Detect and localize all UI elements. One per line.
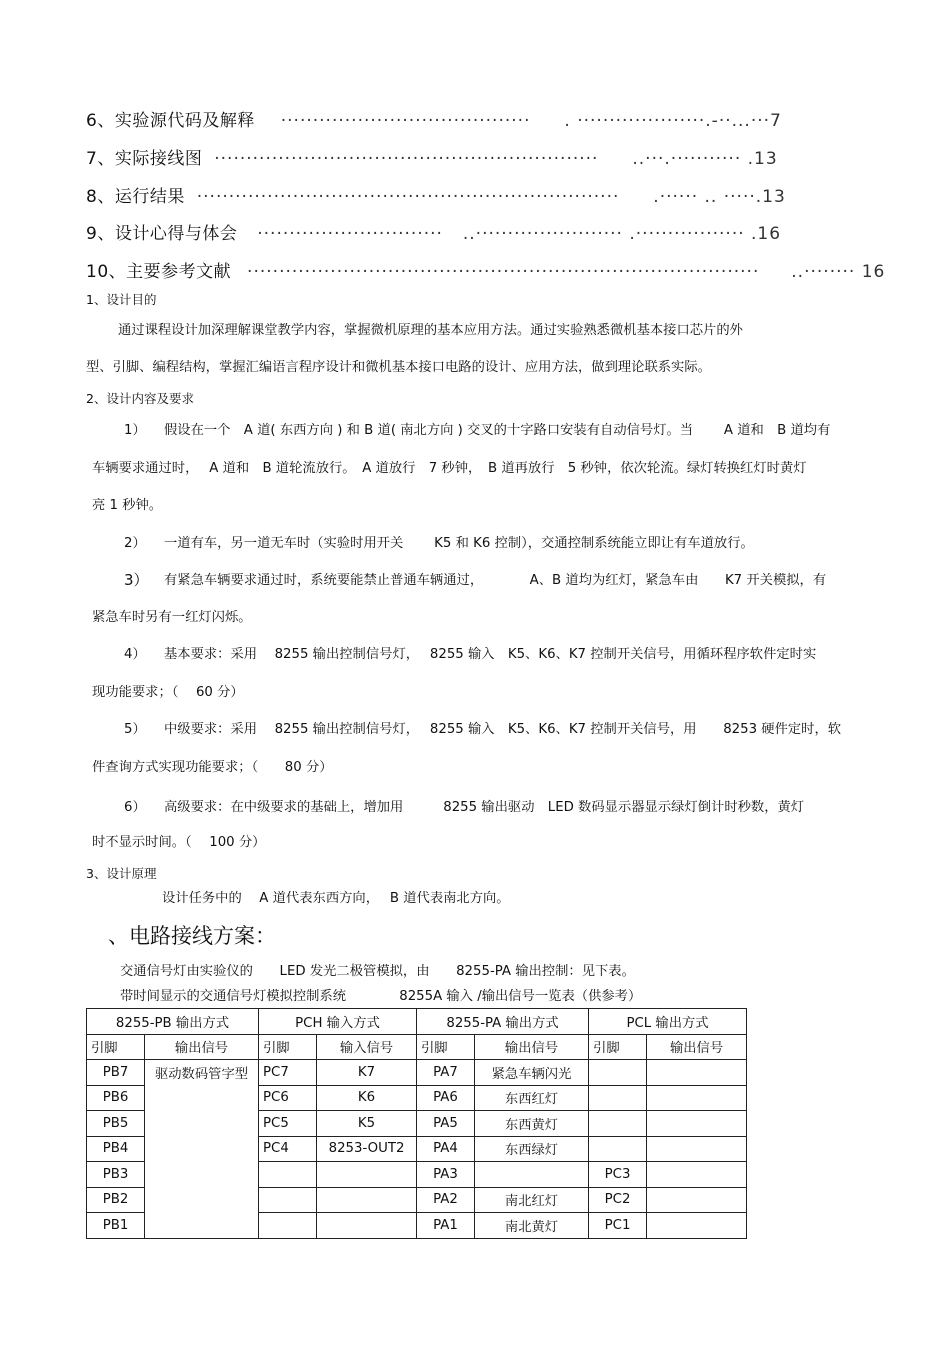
pa-pin: PA4 xyxy=(417,1136,475,1162)
section-heading-1: 1、设计目的 xyxy=(86,292,157,307)
subheader-cell: 引脚 xyxy=(417,1034,475,1060)
pch-pin: PC4 xyxy=(259,1136,317,1162)
group-header-pa: 8255-PA 输出方式 xyxy=(417,1009,589,1035)
signal-table xyxy=(86,1008,747,1239)
pa-signal: 紧急车辆闪光 xyxy=(475,1060,589,1086)
toc-entry-9[interactable] xyxy=(86,219,781,244)
pcl-pin xyxy=(589,1085,647,1111)
pa-signal: 东西绿灯 xyxy=(475,1136,589,1162)
pb-pin: PB1 xyxy=(87,1213,145,1239)
pa-signal: 东西黄灯 xyxy=(475,1111,589,1137)
pch-signal: K7 xyxy=(317,1060,417,1086)
pb-pin: PB4 xyxy=(87,1136,145,1162)
toc-label: 10、主要参考文献 xyxy=(86,262,232,282)
section1-line2: 型、引脚、编程结构，掌握汇编语言程序设计和微机基本接口电路的设计、应用方法，做到理论联系实际。 xyxy=(86,360,711,375)
pb-pin: PB6 xyxy=(87,1085,145,1111)
toc-dots: ····························· xyxy=(257,224,443,244)
subheader-cell: 引脚 xyxy=(87,1034,145,1060)
toc-entry-6[interactable] xyxy=(86,106,782,131)
pch-signal xyxy=(317,1213,417,1239)
pch-pin xyxy=(259,1213,317,1239)
toc-label: 6、实验源代码及解释 xyxy=(86,111,255,131)
pb-signal-merged: 驱动数码管字型 xyxy=(145,1060,259,1239)
pa-pin: PA1 xyxy=(417,1213,475,1239)
req-2-line1: 一道有车，另一道无车时（实验时用开关 K5 和 K6 控制），交通控制系统能立即让有车道放行。 xyxy=(164,536,754,551)
toc-page: ..······················· .················· .16 xyxy=(462,224,782,244)
pcl-signal xyxy=(647,1187,747,1213)
req-3-line1: 有紧急车辆要求通过时，系统要能禁止普通车辆通过， A、B 道均为红灯，紧急车由 K7 开关模拟，有 xyxy=(164,573,827,588)
pch-pin xyxy=(259,1187,317,1213)
group-header-pcl: PCL 输出方式 xyxy=(589,1009,747,1035)
toc-dots: ················································································ xyxy=(247,262,760,282)
req-1-num: 1） xyxy=(124,423,146,438)
subheader-cell: 输入信号 xyxy=(317,1034,417,1060)
section-heading-2: 2、设计内容及要求 xyxy=(86,391,194,406)
toc-dots: ···························································· xyxy=(214,149,599,169)
pa-pin: PA7 xyxy=(417,1060,475,1086)
pch-pin: PC6 xyxy=(259,1085,317,1111)
group-header-pch: PCH 输入方式 xyxy=(259,1009,417,1035)
pch-signal xyxy=(317,1187,417,1213)
pch-signal xyxy=(317,1162,417,1188)
pcl-signal xyxy=(647,1213,747,1239)
req-1-line1: 假设在一个 A 道( 东西方向 ) 和 B 道( 南北方向 ) 交叉的十字路口安装有自动信号灯。当 A 道和 B 道均有 xyxy=(164,423,831,438)
toc-entry-8[interactable] xyxy=(86,182,786,207)
pb-pin: PB5 xyxy=(87,1111,145,1137)
subheader-cell: 输出信号 xyxy=(475,1034,589,1060)
table-caption: 带时间显示的交通信号灯模拟控制系统 8255A 输入 /输出信号一览表（供参考） xyxy=(120,989,642,1004)
pcl-pin: PC2 xyxy=(589,1187,647,1213)
pch-pin xyxy=(259,1162,317,1188)
req-4-num: 4） xyxy=(124,647,146,662)
pa-signal: 南北黄灯 xyxy=(475,1213,589,1239)
req-1-line2: 车辆要求通过时， A 道和 B 道轮流放行。 A 道放行 7 秒钟， B 道再放行 5 秒钟，依次轮流。绿灯转换红灯时黄灯 xyxy=(92,461,807,476)
toc-page: ..···.··········· .13 xyxy=(632,149,778,169)
pcl-signal xyxy=(647,1111,747,1137)
group-header-pb: 8255-PB 输出方式 xyxy=(87,1009,259,1035)
pcl-pin: PC3 xyxy=(589,1162,647,1188)
table-group-header-row xyxy=(87,1009,747,1035)
req-4-line1: 基本要求：采用 8255 输出控制信号灯， 8255 输入 K5、K6、K7 控制开关信号，用循环程序软件定时实 xyxy=(164,647,817,662)
pa-pin: PA3 xyxy=(417,1162,475,1188)
subheader-cell: 输出信号 xyxy=(647,1034,747,1060)
req-6-num: 6） xyxy=(124,800,146,815)
req-2-num: 2） xyxy=(124,536,146,551)
toc-dots: ······································· xyxy=(280,111,531,131)
pch-signal: 8253-OUT2 xyxy=(317,1136,417,1162)
pch-pin: PC5 xyxy=(259,1111,317,1137)
pa-signal: 南北红灯 xyxy=(475,1187,589,1213)
req-5-num: 5） xyxy=(124,722,146,737)
toc-page: . ····················.-··...···7 xyxy=(564,111,782,131)
circuit-title: 、电路接线方案： xyxy=(108,924,276,948)
toc-page: ..········ 16 xyxy=(791,262,886,282)
req-3-line2: 紧急车时另有一红灯闪烁。 xyxy=(92,610,252,625)
pa-pin: PA6 xyxy=(417,1085,475,1111)
section-heading-3: 3、设计原理 xyxy=(86,866,157,881)
pch-pin: PC7 xyxy=(259,1060,317,1086)
req-6-line2: 时不显示时间。（ 100 分） xyxy=(92,835,266,850)
subheader-cell: 引脚 xyxy=(589,1034,647,1060)
req-1-line3: 亮 1 秒钟。 xyxy=(92,498,163,513)
pch-signal: K5 xyxy=(317,1111,417,1137)
toc-dots: ·································································· xyxy=(196,187,620,207)
req-5-line1: 中级要求：采用 8255 输出控制信号灯， 8255 输入 K5、K6、K7 控制开关信号，用 8253 硬件定时，软 xyxy=(164,722,842,737)
section3-line1: 设计任务中的 A 道代表东西方向， B 道代表南北方向。 xyxy=(162,891,510,906)
table-subheader-row xyxy=(87,1034,747,1060)
subheader-cell: 输出信号 xyxy=(145,1034,259,1060)
toc-entry-10[interactable] xyxy=(86,257,885,282)
circuit-line1: 交通信号灯由实验仪的 LED 发光二极管模拟，由 8255-PA 输出控制：见下表。 xyxy=(120,964,635,979)
table-row xyxy=(87,1060,747,1086)
toc-entry-7[interactable] xyxy=(86,144,778,169)
pcl-signal xyxy=(647,1060,747,1086)
req-4-line2: 现功能要求；（ 60 分） xyxy=(92,685,244,700)
toc-label: 9、设计心得与体会 xyxy=(86,224,238,244)
pcl-pin xyxy=(589,1136,647,1162)
req-3-num: 3） xyxy=(124,571,149,589)
pb-pin: PB3 xyxy=(87,1162,145,1188)
req-6-line1: 高级要求：在中级要求的基础上，增加用 8255 输出驱动 LED 数码显示器显示绿灯倒计时秒数，黄灯 xyxy=(164,800,805,815)
pcl-pin: PC1 xyxy=(589,1213,647,1239)
pb-pin: PB7 xyxy=(87,1060,145,1086)
pa-pin: PA5 xyxy=(417,1111,475,1137)
pcl-signal xyxy=(647,1162,747,1188)
toc-label: 8、运行结果 xyxy=(86,187,185,207)
pa-signal: 东西红灯 xyxy=(475,1085,589,1111)
req-5-line2: 件查询方式实现功能要求；（ 80 分） xyxy=(92,760,333,775)
pcl-signal xyxy=(647,1136,747,1162)
pch-signal: K6 xyxy=(317,1085,417,1111)
pcl-signal xyxy=(647,1085,747,1111)
subheader-cell: 引脚 xyxy=(259,1034,317,1060)
pb-pin: PB2 xyxy=(87,1187,145,1213)
pcl-pin xyxy=(589,1111,647,1137)
pa-pin: PA2 xyxy=(417,1187,475,1213)
toc-label: 7、实际接线图 xyxy=(86,149,203,169)
section1-line1: 通过课程设计加深理解课堂教学内容，掌握微机原理的基本应用方法。通过实验熟悉微机基本接口芯片的外 xyxy=(118,323,743,338)
toc-page: .······ .. ·····.13 xyxy=(653,187,786,207)
pcl-pin xyxy=(589,1060,647,1086)
pa-signal xyxy=(475,1162,589,1188)
